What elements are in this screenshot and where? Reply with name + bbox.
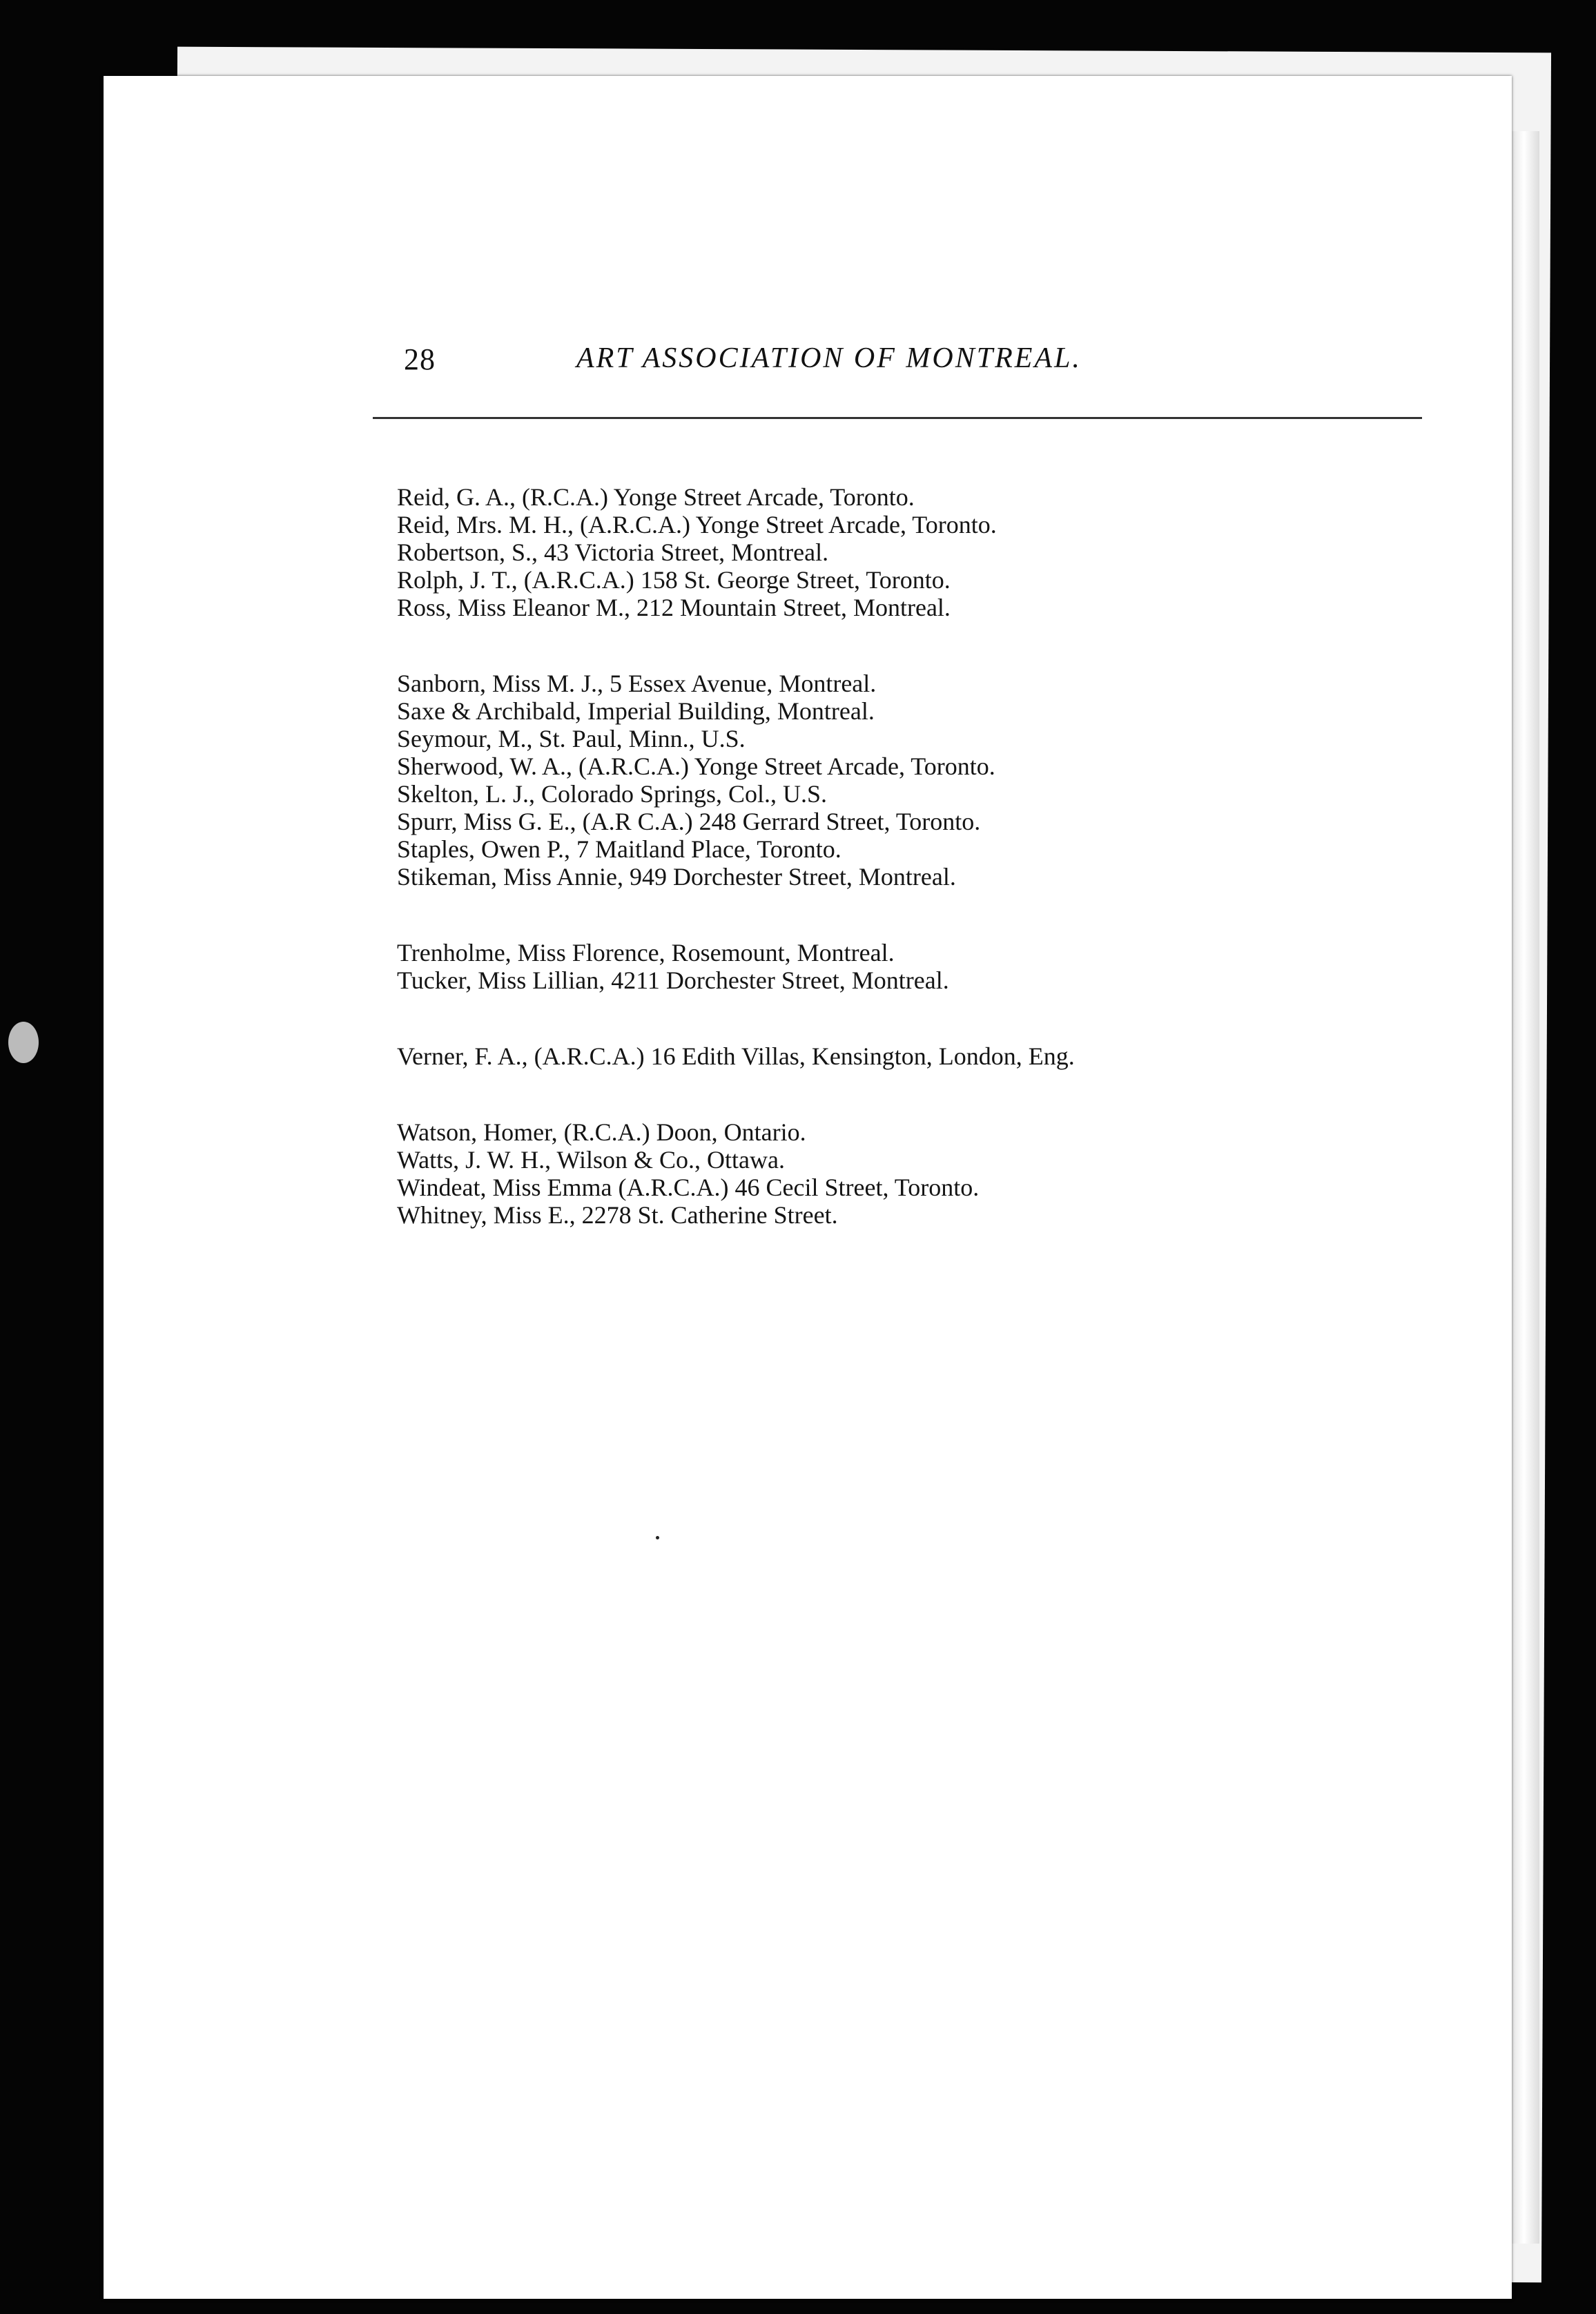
list-item: Watson, Homer, (R.C.A.) Doon, Ontario.: [397, 1118, 806, 1146]
document-page: [104, 76, 1512, 2299]
list-item: Windeat, Miss Emma (A.R.C.A.) 46 Cecil Street, Toronto.: [397, 1174, 980, 1201]
list-item: Seymour, M., St. Paul, Minn., U.S.: [397, 725, 746, 752]
list-item: Tucker, Miss Lillian, 4211 Dorchester Street, Montreal.: [397, 966, 949, 994]
scan-speck: [656, 1536, 659, 1539]
member-list: [397, 483, 1474, 1277]
entry-group-v: [397, 1042, 1474, 1070]
list-item: Sanborn, Miss M. J., 5 Essex Avenue, Montreal.: [397, 670, 877, 697]
list-item: Rolph, J. T., (A.R.C.A.) 158 St. George Street, Toronto.: [397, 566, 951, 594]
list-item: Verner, F. A., (A.R.C.A.) 16 Edith Villas, Kensington, London, Eng.: [397, 1042, 1075, 1070]
entry-group-s: [397, 670, 1474, 891]
list-item: Robertson, S., 43 Victoria Street, Montreal.: [397, 538, 829, 566]
header-rule: [373, 417, 1422, 419]
list-item: Staples, Owen P., 7 Maitland Place, Toronto.: [397, 835, 841, 863]
list-item: Spurr, Miss G. E., (A.R C.A.) 248 Gerrard Street, Toronto.: [397, 808, 981, 835]
list-item: Saxe & Archibald, Imperial Building, Montreal.: [397, 697, 875, 725]
list-item: Reid, Mrs. M. H., (A.R.C.A.) Yonge Street Arcade, Toronto.: [397, 511, 997, 538]
entry-group-t: [397, 939, 1474, 994]
scan-speck: [8, 1022, 39, 1063]
entry-group-r: [397, 483, 1474, 621]
list-item: Trenholme, Miss Florence, Rosemount, Montreal.: [397, 939, 895, 966]
page-number: 28: [404, 342, 436, 376]
list-item: Stikeman, Miss Annie, 949 Dorchester Street, Montreal.: [397, 863, 956, 891]
list-item: Skelton, L. J., Colorado Springs, Col., U.S.: [397, 780, 828, 808]
list-item: Ross, Miss Eleanor M., 212 Mountain Street, Montreal.: [397, 594, 951, 621]
list-item: Reid, G. A., (R.C.A.) Yonge Street Arcade, Toronto.: [397, 483, 915, 511]
list-item: Whitney, Miss E., 2278 St. Catherine Street.: [397, 1201, 838, 1229]
entry-group-w: [397, 1118, 1474, 1229]
list-item: Watts, J. W. H., Wilson & Co., Ottawa.: [397, 1146, 785, 1174]
running-title: ART ASSOCIATION OF MONTREAL.: [576, 342, 1082, 374]
list-item: Sherwood, W. A., (A.R.C.A.) Yonge Street Arcade, Toronto.: [397, 752, 995, 780]
page-header: [404, 342, 1443, 397]
